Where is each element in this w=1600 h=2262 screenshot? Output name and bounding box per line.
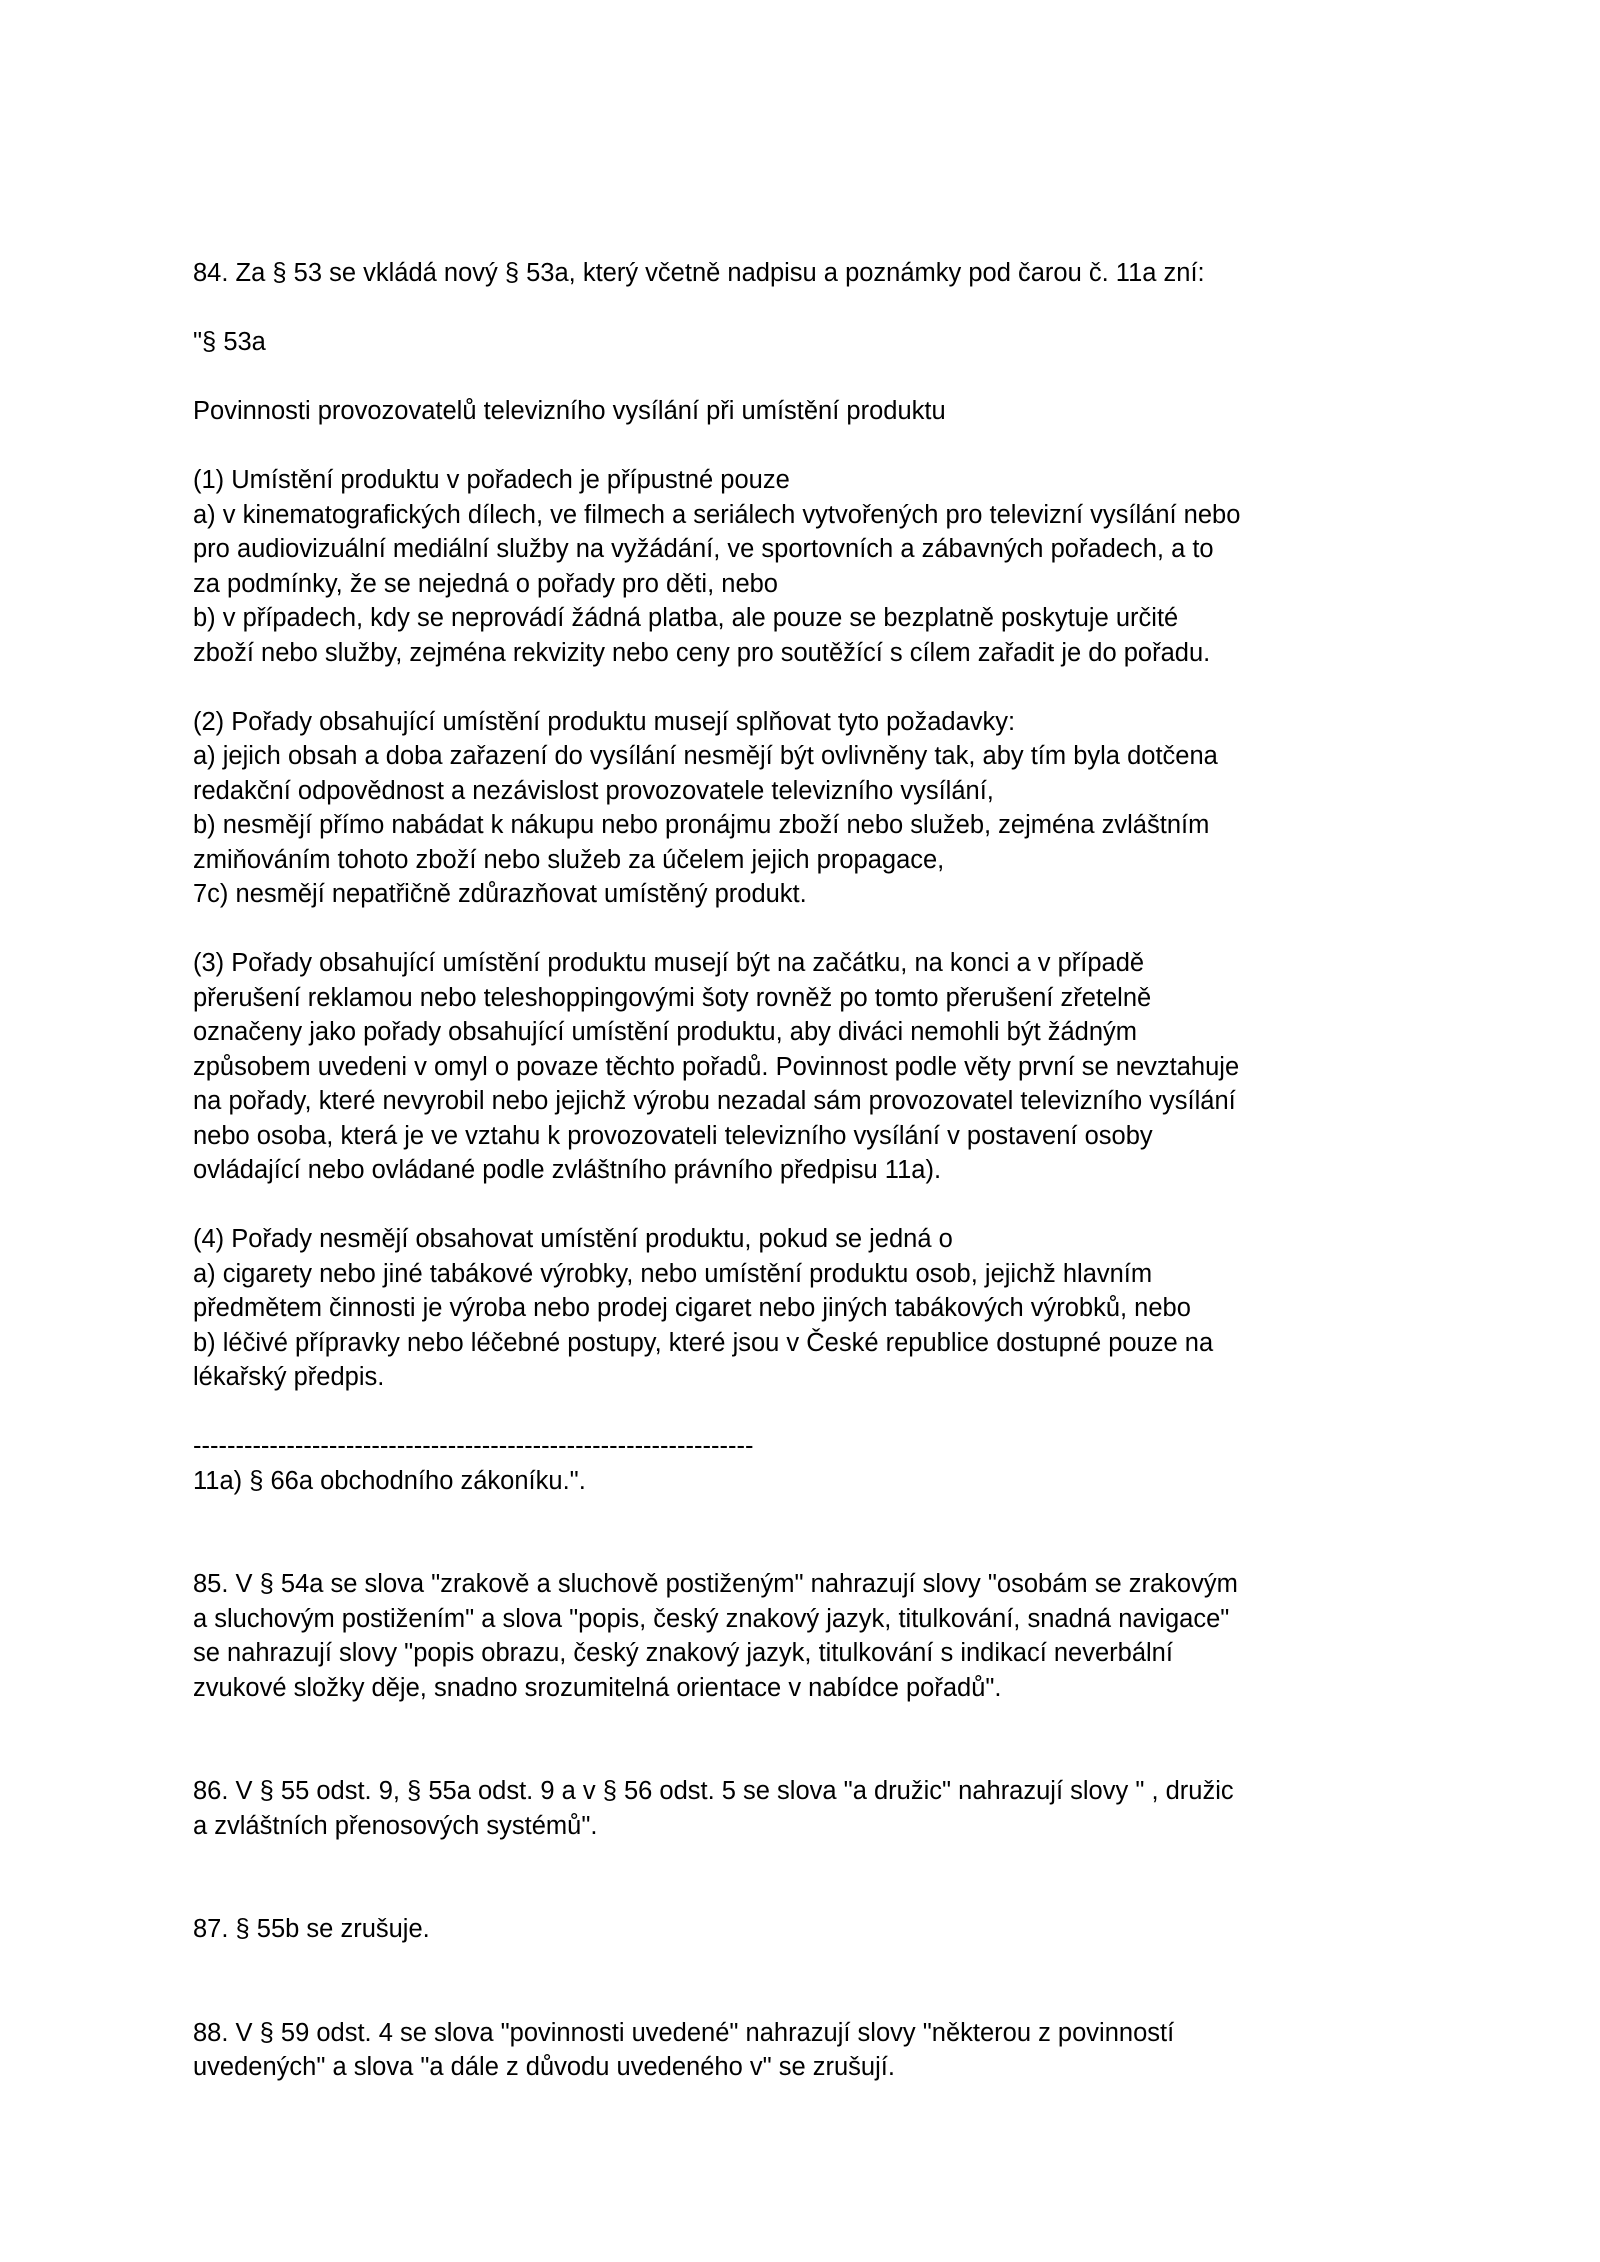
text-line: 87. § 55b se zrušuje. (193, 1915, 430, 1943)
item-84-heading: 84. Za § 53 se vkládá nový § 53a, který včetně nadpisu a poznámky pod čarou č. 11a zní: (193, 259, 1205, 287)
text-line: způsobem uvedeni v omyl o povaze těchto pořadů. Povinnost podle věty první se nevztahuje (193, 1052, 1240, 1081)
section-mark: "§ 53a (193, 328, 266, 356)
text-line: lékařský předpis. (193, 1363, 385, 1391)
text-line: nebo osoba, která je ve vztahu k provozovateli televizního vysílání v postavení osoby (193, 1121, 1153, 1150)
item-86 (193, 1774, 1433, 1843)
text-line: (3) Pořady obsahující umístění produktu musejí být na začátku, na konci a v případě (193, 949, 1145, 977)
text-line: (2) Pořady obsahující umístění produktu musejí splňovat tyto požadavky: (193, 707, 1016, 736)
paragraph-1 (193, 463, 1433, 670)
text-line: zvukové složky děje, snadno srozumitelná orientace v nabídce pořadů". (193, 1673, 1002, 1702)
text-line: 86. V § 55 odst. 9, § 55a odst. 9 a v § 56 odst. 5 se slova "a družic" nahrazují slovy " , družic (193, 1777, 1234, 1805)
text-line: a sluchovým postižením" a slova "popis, český znakový jazyk, titulkování, snadná navigace" (193, 1604, 1230, 1633)
text-line: a) cigarety nebo jiné tabákové výrobky, nebo umístění produktu osob, jejichž hlavním (193, 1259, 1153, 1288)
text-line: 85. V § 54a se slova "zrakově a sluchově postiženým" nahrazují slovy "osobám se zrakovým (193, 1570, 1238, 1598)
text-line: a zvláštních přenosových systémů". (193, 1811, 598, 1840)
text-line: a) jejich obsah a doba zařazení do vysílání nesmějí být ovlivněny tak, aby tím byla dotčena (193, 742, 1218, 770)
item-85 (193, 1567, 1433, 1705)
text-line: 7c) nesmějí nepatřičně zdůrazňovat umístěný produkt. (193, 880, 807, 908)
footnote: 11a) § 66a obchodního zákoníku.". (193, 1466, 586, 1495)
document-body (193, 256, 1433, 2085)
section-title: Povinnosti provozovatelů televizního vysílání při umístění produktu (193, 397, 946, 425)
text-line: b) v případech, kdy se neprovádí žádná platba, ale pouze se bezplatně poskytuje určité (193, 604, 1179, 632)
text-line: pro audiovizuální mediální služby na vyžádání, ve sportovních a zábavných pořadech, a to (193, 535, 1214, 563)
text-line: za podmínky, že se nejedná o pořady pro děti, nebo (193, 569, 778, 598)
text-line: (4) Pořady nesmějí obsahovat umístění produktu, pokud se jedná o (193, 1225, 953, 1253)
text-line: b) léčivé přípravky nebo léčebné postupy, které jsou v České republice dostupné pouze na (193, 1328, 1214, 1357)
text-line: označeny jako pořady obsahující umístění produktu, aby diváci nemohli být žádným (193, 1018, 1138, 1046)
text-line: zboží nebo služby, zejména rekvizity nebo ceny pro soutěžící s cílem zařadit je do pořadu. (193, 638, 1211, 667)
item-88 (193, 2016, 1433, 2085)
text-line: b) nesmějí přímo nabádat k nákupu nebo pronájmu zboží nebo služeb, zejména zvláštním (193, 811, 1210, 839)
text-line: a) v kinematografických dílech, ve filmech a seriálech vytvořených pro televizní vysílání nebo (193, 500, 1241, 529)
text-line: 88. V § 59 odst. 4 se slova "povinnosti uvedené" nahrazují slovy "některou z povinností (193, 2018, 1175, 2047)
paragraph-2 (193, 705, 1433, 912)
text-line: (1) Umístění produktu v pořadech je přípustné pouze (193, 466, 790, 494)
paragraph-3 (193, 946, 1433, 1188)
text-line: přerušení reklamou nebo teleshoppingovými šoty rovněž po tomto přerušení zřetelně (193, 983, 1152, 1012)
text-line: redakční odpovědnost a nezávislost provozovatele televizního vysílání, (193, 776, 994, 805)
footnote-rule: ------------------------------------------------------------------ (193, 1432, 754, 1460)
text-line: uvedených" a slova "a dále z důvodu uvedeného v" se zrušují. (193, 2053, 895, 2081)
text-line: předmětem činnosti je výroba nebo prodej cigaret nebo jiných tabákových výrobků, nebo (193, 1294, 1191, 1322)
paragraph-4 (193, 1222, 1433, 1395)
text-line: ovládající nebo ovládané podle zvláštního právního předpisu 11a). (193, 1156, 942, 1184)
text-line: zmiňováním tohoto zboží nebo služeb za účelem jejich propagace, (193, 845, 945, 874)
item-87 (193, 1912, 1433, 1947)
text-line: na pořady, které nevyrobil nebo jejichž výrobu nezadal sám provozovatel televizního vysílání (193, 1087, 1236, 1115)
text-line: se nahrazují slovy "popis obrazu, český znakový jazyk, titulkování s indikací neverbální (193, 1639, 1173, 1667)
